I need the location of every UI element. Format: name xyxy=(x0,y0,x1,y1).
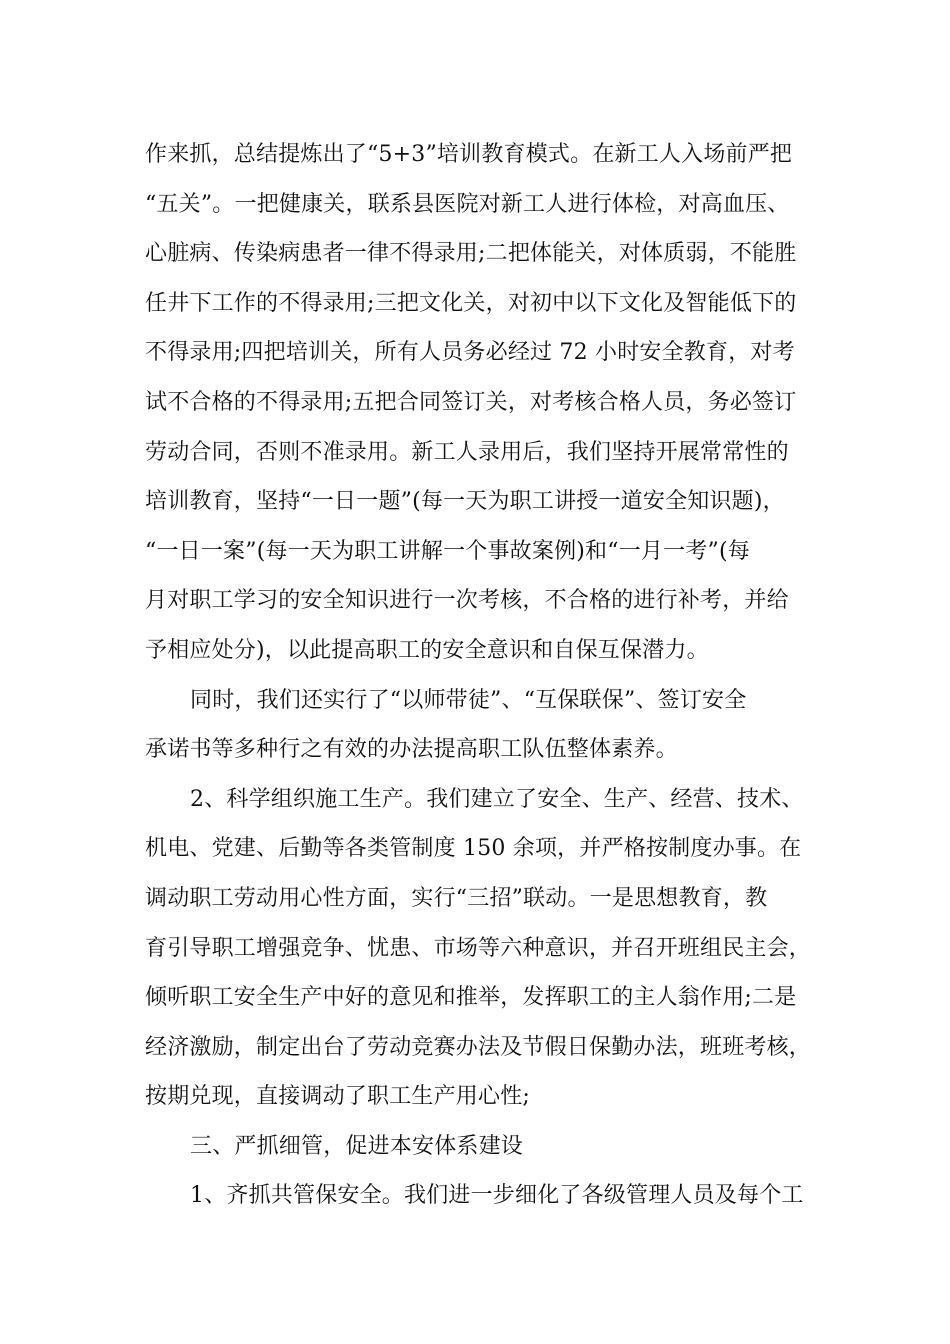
text-line: 2、科学组织施工生产。我们建立了安全、生产、经营、技术、 xyxy=(190,786,804,812)
text-line: 1、齐抓共管保安全。我们进一步细化了各级管理人员及每个工 xyxy=(190,1183,804,1209)
text-line: 按期兑现，直接调动了职工生产用心性; xyxy=(145,1084,531,1110)
text-line: 经济激励，制定出台了劳动竞赛办法及节假日保勤办法，班班考核， xyxy=(145,1034,812,1060)
text-line: 三、严抓细管，促进本安体系建设 xyxy=(190,1133,524,1159)
text-line: 调动职工劳动用心性方面，实行“三招”联动。一是思想教育，教 xyxy=(145,885,768,911)
text-line: 作来抓，总结提炼出了“5+3”培训教育模式。在新工人入场前严把 xyxy=(145,142,793,167)
text-line: 承诺书等多种行之有效的办法提高职工队伍整体素养。 xyxy=(145,737,678,763)
text-line: 任井下工作的不得录用;三把文化关，对初中以下文化及智能低下的 xyxy=(145,290,797,316)
text-line: 机电、党建、后勤等各类管制度 150 余项，并严格按制度办事。在 xyxy=(145,836,802,862)
text-line: 试不合格的不得录用;五把合同签订关，对考核合格人员，务必签订 xyxy=(145,389,797,415)
text-line: “五关”。一把健康关，联系县医院对新工人进行体检，对高血压、 xyxy=(145,191,790,217)
text-line: 劳动合同，否则不准录用。新工人录用后，我们坚持开展常常性的 xyxy=(145,439,789,465)
text-line: 心脏病、传染病患者一律不得录用;二把体能关，对体质弱，不能胜 xyxy=(145,241,797,267)
text-line: 倾听职工安全生产中好的意见和推举，发挥职工的主人翁作用;二是 xyxy=(145,985,797,1011)
text-line: 育引导职工增强竞争、忧患、市场等六种意识，并召开班组民主会， xyxy=(145,935,812,961)
text-line: “一日一案”(每一天为职工讲解一个事故案例)和“一月一考”(每 xyxy=(145,538,750,564)
text-line: 予相应处分)，以此提高职工的安全意识和自保互保潜力。 xyxy=(145,637,709,663)
body-text xyxy=(145,130,810,1221)
text-line: 月对职工学习的安全知识进行一次考核，不合格的进行补考，并给 xyxy=(145,588,789,614)
text-line: 同时，我们还实行了“以师带徒”、“互保联保”、签订安全 xyxy=(190,687,747,713)
text-line: 不得录用;四把培训关，所有人员务必经过 72 小时安全教育，对考 xyxy=(145,340,795,366)
text-line: 培训教育，坚持“一日一题”(每一天为职工讲授一道安全知识题)， xyxy=(145,489,785,515)
